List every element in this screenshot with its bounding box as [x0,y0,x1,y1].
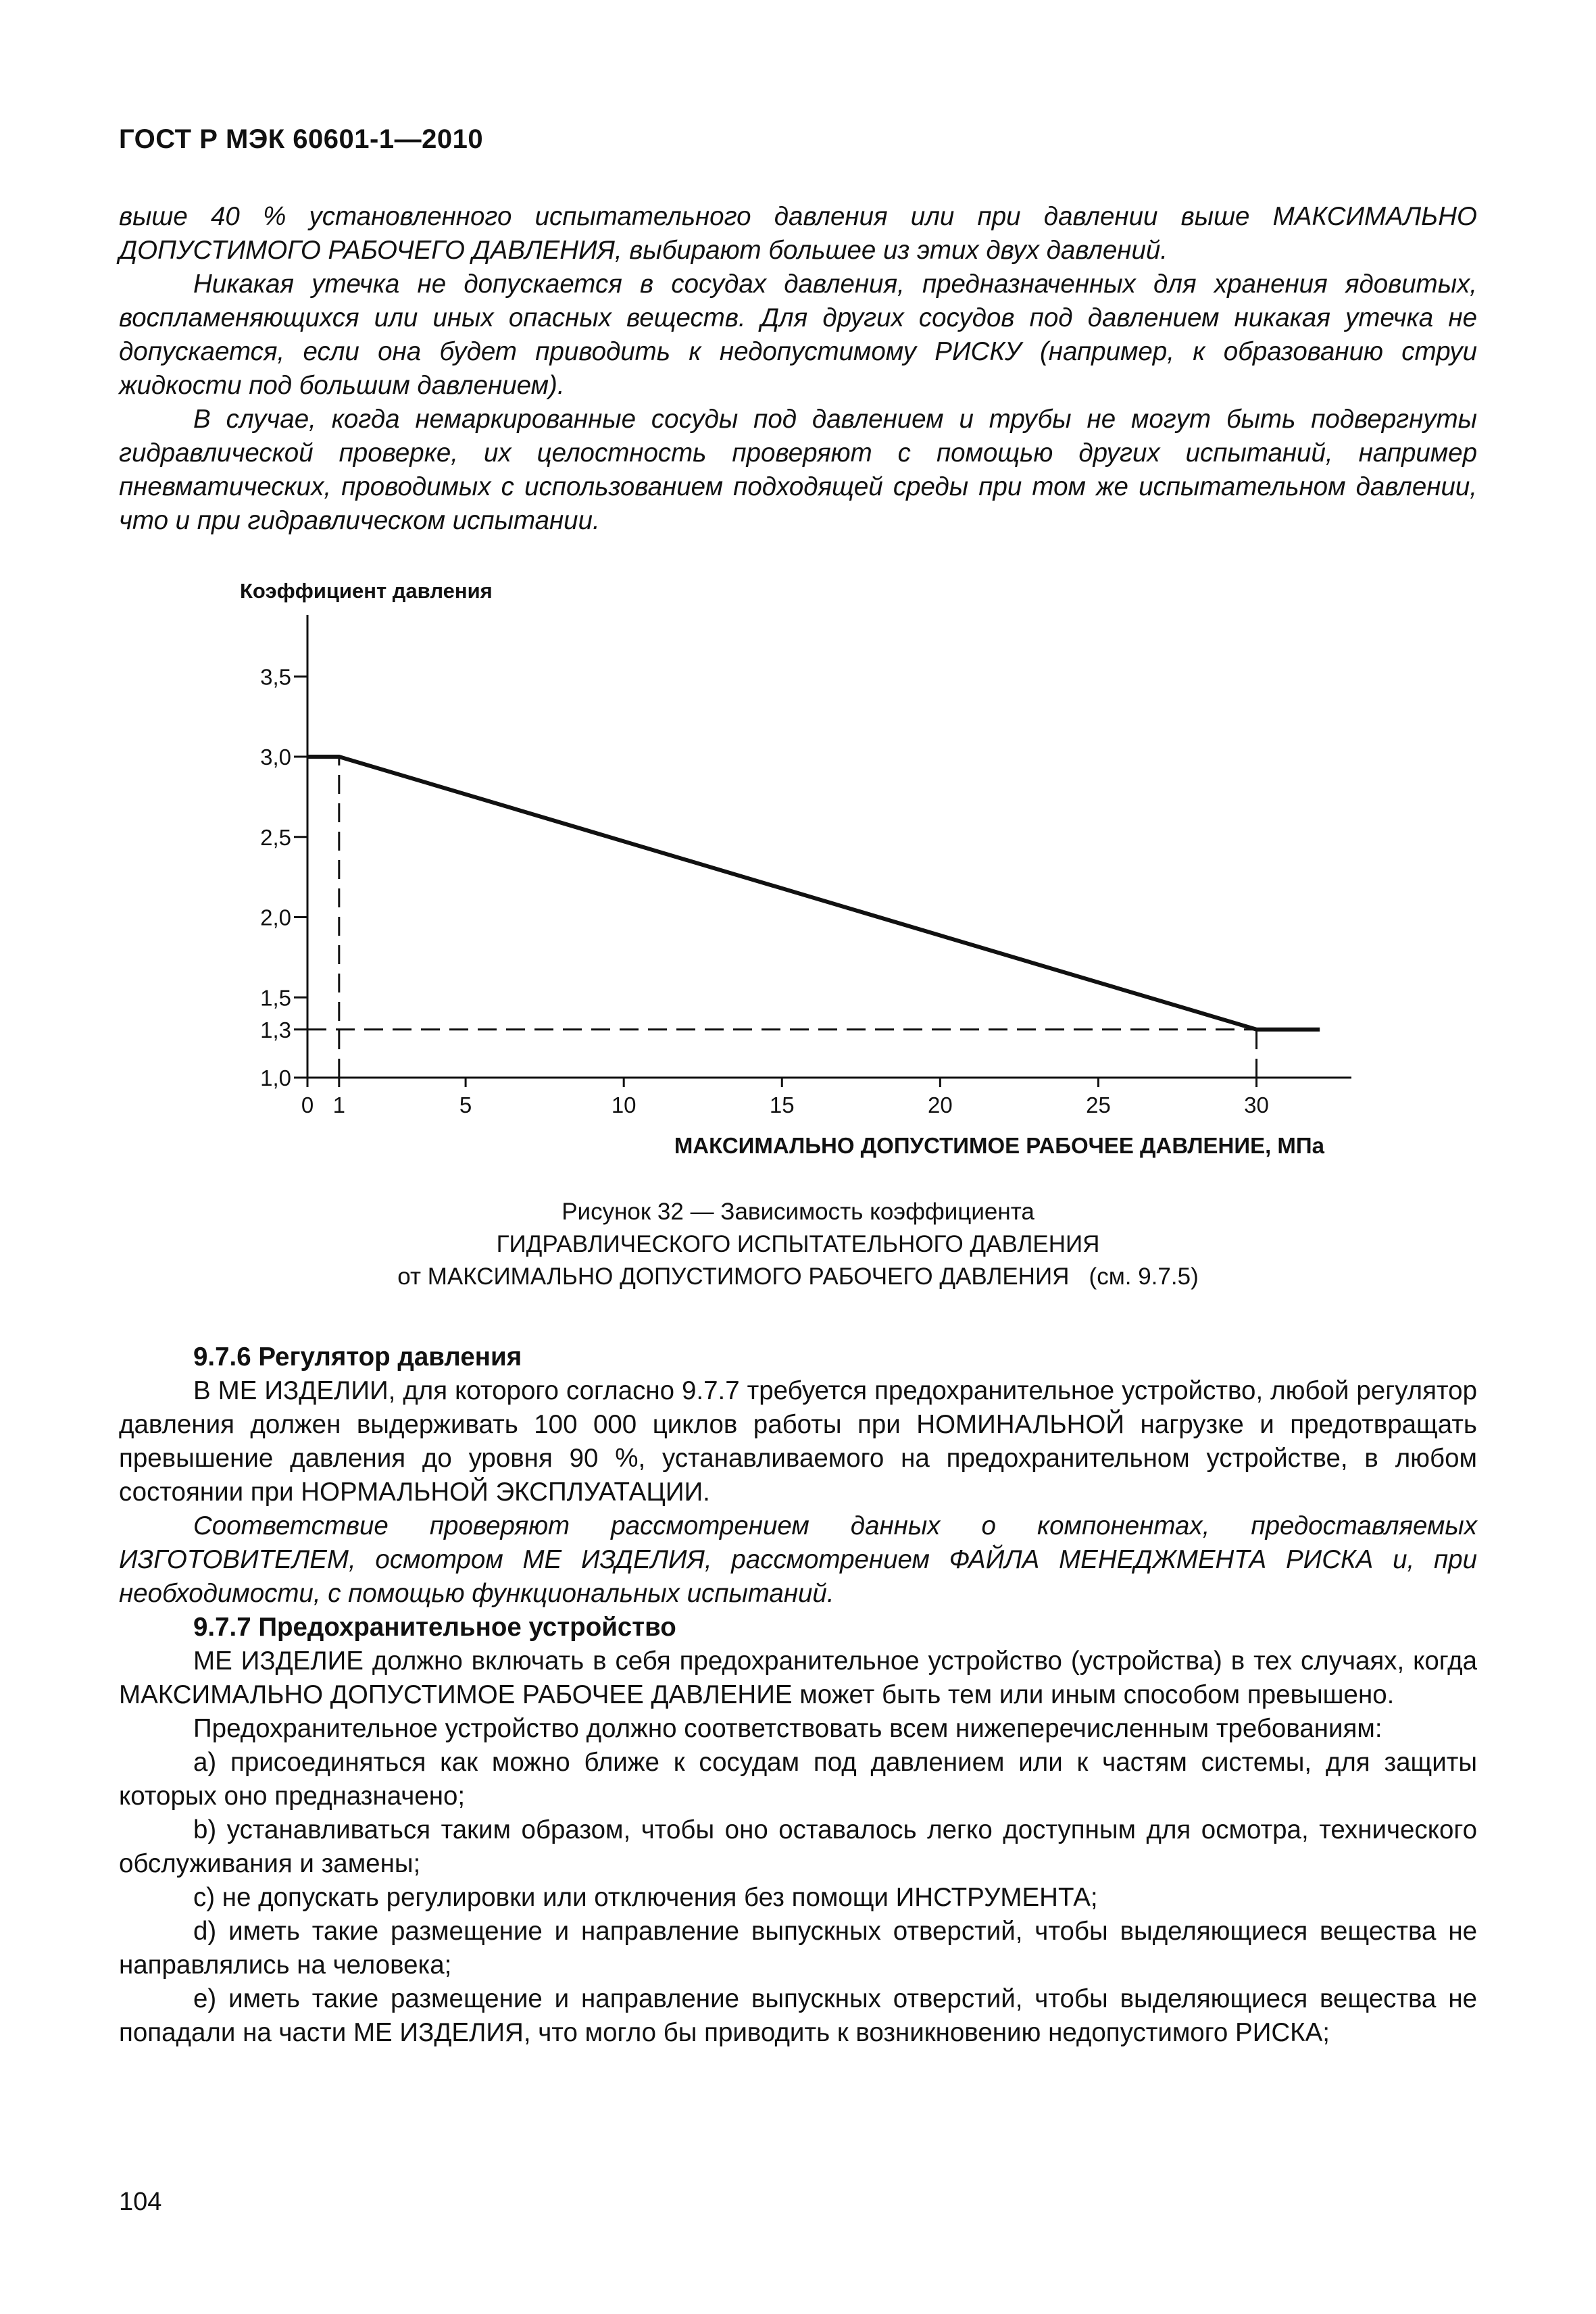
x-tick-label: 30 [1244,1092,1269,1117]
y-tick-label: 1,0 [260,1065,291,1090]
list-item-c: с) не допускать регулировки или отключения без помощи ИНСТРУМЕНТА; [193,1883,1098,1912]
y-tick-label: 2,0 [260,905,291,930]
x-tick-label: 0 [301,1092,314,1117]
x-tick-label: 20 [928,1092,953,1117]
section-9-7-7-paragraph-1: МЕ ИЗДЕЛИЕ должно включать в себя предохранительное устройство (устройства) в тех случаях, когда МАКСИМАЛЬНО ДОПУСТИМОЕ РАБОЧЕЕ ДАВЛЕНИЕ может быть тем или иным способом превышено. [119,1646,1477,1709]
intro-paragraph-1: выше 40 % установленного испытательного давления или при давлении выше МАКСИМАЛЬНО ДОПУСТИМОГО РАБОЧЕГО ДАВЛЕНИЯ, выбирают большее из этих двух давлений. [119,202,1477,265]
list-item-b: b) устанавливаться таким образом, чтобы оно оставалось легко доступным для осмотра, технического обслуживания и замены; [119,1815,1477,1878]
section-9-7-7 [119,1611,1477,2050]
chart-svg [203,574,1365,1182]
series-line [307,757,1320,1030]
y-axis-title: Коэффициент давления [240,579,493,603]
section-9-7-7-paragraph-2: Предохранительное устройство должно соответствовать всем нижеперечисленным требованиям: [193,1714,1382,1743]
x-tick-label: 25 [1086,1092,1111,1117]
section-9-7-6 [119,1340,1477,1611]
intro-paragraph-2: Никакая утечка не допускается в сосудах давления, предназначенных для хранения ядовитых, воспламеняющихся или иных опасных веществ. Для других сосудов под давлением никакая утечка не допускается, если она будет приводить к недопустимому РИСКУ (например, к образованию струи жидкости под большим давлением). [119,270,1477,400]
x-axis-title: МАКСИМАЛЬНО ДОПУСТИМОЕ РАБОЧЕЕ ДАВЛЕНИЕ, МПа [674,1133,1324,1158]
y-tick-label: 3,5 [260,664,291,690]
figure-caption-line-3: от МАКСИМАЛЬНО ДОПУСТИМОГО РАБОЧЕГО ДАВЛЕНИЯ (см. 9.7.5) [397,1263,1199,1290]
y-tick-label: 1,5 [260,985,291,1011]
document-id-header: ГОСТ Р МЭК 60601-1—2010 [119,124,484,154]
list-item-a: а) присоединяться как можно ближе к сосудам под давлением или к частям системы, для защиты которых оно предназначено; [119,1748,1477,1811]
y-tick-label: 1,3 [260,1017,291,1042]
section-9-7-6-heading: 9.7.6 Регулятор давления [193,1342,522,1372]
intro-paragraph-3: В случае, когда немаркированные сосуды под давлением и трубы не могут быть подвергнуты гидравлической проверке, их целостность проверяют с помощью других испытаний, например пневматических, проводимых с использованием подходящей среды при том же испытательном давлении, что и при гидравлическом испытании. [119,405,1477,535]
pressure-coefficient-chart [203,574,1365,1182]
section-9-7-6-paragraph-2: Соответствие проверяют рассмотрением данных о компонентах, предоставляемых ИЗГОТОВИТЕЛЕМ, осмотром МЕ ИЗДЕЛИЯ, рассмотрением ФАЙЛА МЕНЕДЖМЕНТА РИСКА и, при необходимости, с помощью функциональных испытаний. [119,1511,1477,1608]
x-tick-label: 1 [332,1092,345,1117]
figure-caption [119,1196,1477,1293]
list-item-d: d) иметь такие размещение и направление выпускных отверстий, чтобы выделяющиеся вещества не направлялись на человека; [119,1917,1477,1980]
list-item-e: е) иметь такие размещение и направление выпускных отверстий, чтобы выделяющиеся вещества не попадали на части МЕ ИЗДЕЛИЯ, что могло бы приводить к возникновению недопустимого РИСКА; [119,1984,1477,2047]
section-9-7-7-heading: 9.7.7 Предохранительное устройство [193,1613,676,1642]
figure-caption-line-2: ГИДРАВЛИЧЕСКОГО ИСПЫТАТЕЛЬНОГО ДАВЛЕНИЯ [496,1231,1100,1257]
intro-text [119,200,1477,538]
x-tick-label: 5 [459,1092,472,1117]
y-tick-label: 2,5 [260,824,291,850]
page-number: 104 [119,2188,162,2216]
x-tick-label: 15 [769,1092,795,1117]
section-9-7-6-paragraph-1: В МЕ ИЗДЕЛИИ, для которого согласно 9.7.7 требуется предохранительное устройство, любой регулятор давления должен выдерживать 100 000 циклов работы при НОМИНАЛЬНОЙ нагрузке и предотвращать превышение давления до уровня 90 %, устанавливаемого на предохранительном устройстве, в любом состоянии при НОРМАЛЬНОЙ ЭКСПЛУАТАЦИИ. [119,1376,1477,1507]
figure-caption-line-1: Рисунок 32 — Зависимость коэффициента [562,1199,1034,1225]
y-tick-label: 3,0 [260,745,291,770]
x-tick-label: 10 [611,1092,637,1117]
